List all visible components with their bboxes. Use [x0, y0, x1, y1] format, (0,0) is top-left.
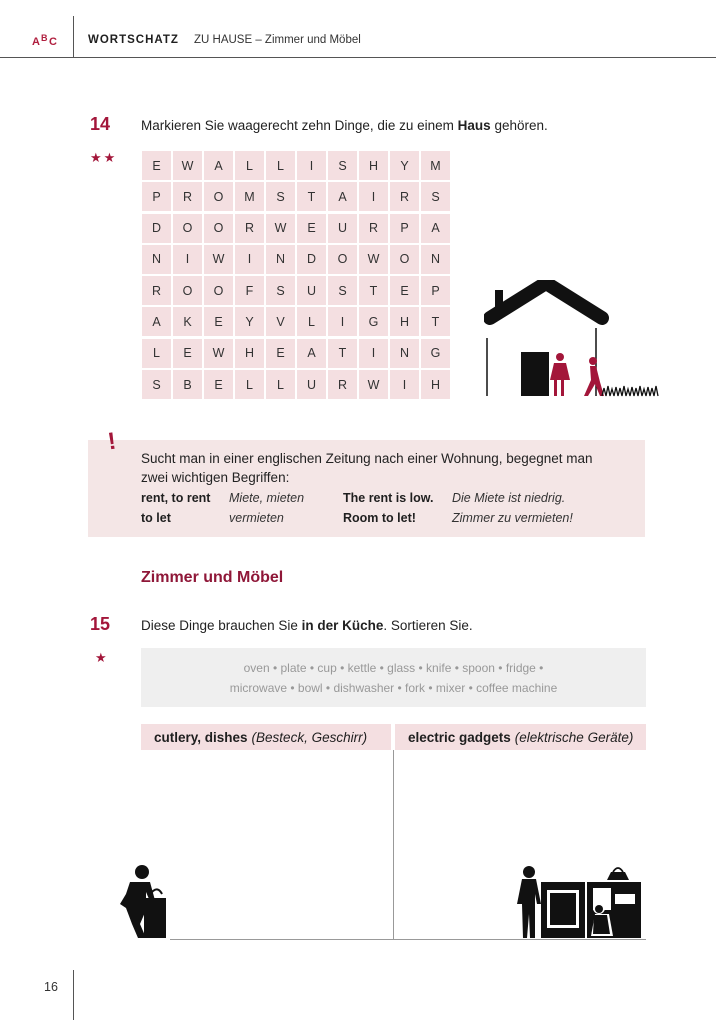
grid-cell[interactable]: O: [204, 214, 233, 243]
grid-cell[interactable]: G: [359, 307, 388, 336]
grid-cell[interactable]: T: [359, 276, 388, 305]
grid-cell[interactable]: I: [390, 370, 419, 399]
header-subtitle: ZU HAUSE – Zimmer und Möbel: [194, 34, 361, 46]
grid-cell[interactable]: D: [142, 214, 171, 243]
note-example: Room to let!: [343, 511, 416, 525]
grid-cell[interactable]: L: [235, 151, 264, 180]
grid-cell[interactable]: A: [142, 307, 171, 336]
grid-cell[interactable]: W: [266, 214, 295, 243]
grid-cell[interactable]: O: [328, 245, 357, 274]
grid-cell[interactable]: R: [142, 276, 171, 305]
grid-cell[interactable]: S: [142, 370, 171, 399]
grid-cell[interactable]: I: [173, 245, 202, 274]
grid-cell[interactable]: H: [359, 151, 388, 180]
grid-cell[interactable]: L: [266, 151, 295, 180]
grid-cell[interactable]: E: [204, 307, 233, 336]
grid-cell[interactable]: P: [421, 276, 450, 305]
grid-cell[interactable]: L: [266, 370, 295, 399]
grid-cell[interactable]: L: [142, 339, 171, 368]
grid-cell[interactable]: P: [390, 214, 419, 243]
header-divider: [73, 16, 74, 57]
page-header: [0, 0, 716, 58]
grid-cell[interactable]: D: [297, 245, 326, 274]
grid-cell[interactable]: S: [328, 151, 357, 180]
grid-cell[interactable]: N: [390, 339, 419, 368]
grid-cell[interactable]: F: [235, 276, 264, 305]
grid-cell[interactable]: U: [297, 276, 326, 305]
svg-text:A: A: [32, 36, 40, 48]
word-bank: [141, 648, 646, 707]
grid-cell[interactable]: I: [235, 245, 264, 274]
section-heading: Zimmer und Möbel: [141, 569, 284, 586]
house-icon: [484, 280, 674, 400]
word-bank-line: oven • plate • cup • kettle • glass • knife • spoon • fridge •: [243, 661, 544, 675]
column-header-electric: electric gadgets (elektrische Geräte): [395, 724, 646, 750]
grid-cell[interactable]: R: [173, 182, 202, 211]
svg-text:C: C: [49, 36, 57, 48]
grid-cell[interactable]: U: [297, 370, 326, 399]
page-number: 16: [44, 980, 58, 994]
person-washing-dishes-icon: [112, 864, 172, 940]
grid-cell[interactable]: A: [297, 339, 326, 368]
grid-cell[interactable]: W: [204, 245, 233, 274]
grid-cell[interactable]: H: [235, 339, 264, 368]
word-bank-line: microwave • bowl • dishwasher • fork • mixer • coffee machine: [229, 681, 558, 695]
grid-cell[interactable]: Y: [390, 151, 419, 180]
grid-cell[interactable]: E: [173, 339, 202, 368]
grid-cell[interactable]: W: [359, 370, 388, 399]
grid-cell[interactable]: I: [359, 339, 388, 368]
grid-cell[interactable]: T: [328, 339, 357, 368]
grid-cell[interactable]: L: [235, 370, 264, 399]
grid-cell[interactable]: E: [297, 214, 326, 243]
exercise-14-difficulty: ★★: [90, 150, 118, 165]
grid-cell[interactable]: S: [421, 182, 450, 211]
note-term: to let: [141, 511, 171, 525]
exercise-15-difficulty: ★: [95, 650, 109, 665]
header-title: WORTSCHATZ: [88, 34, 179, 46]
grid-cell[interactable]: B: [173, 370, 202, 399]
answer-area-cutlery[interactable]: [141, 751, 391, 937]
grid-cell[interactable]: O: [173, 276, 202, 305]
grid-cell[interactable]: T: [297, 182, 326, 211]
grid-cell[interactable]: A: [421, 214, 450, 243]
grid-cell[interactable]: I: [297, 151, 326, 180]
note-translation: Miete, mieten: [229, 491, 305, 505]
exercise-14-number: 14: [90, 114, 111, 134]
grid-cell[interactable]: W: [173, 151, 202, 180]
grid-cell[interactable]: S: [266, 276, 295, 305]
note-intro-text: Sucht man in einer englischen Zeitung nach einer Wohnung, begegnet man zwei wichtigen Begriffen:: [141, 451, 593, 485]
grid-cell[interactable]: A: [328, 182, 357, 211]
grid-cell[interactable]: V: [266, 307, 295, 336]
people-with-appliances-icon: [515, 864, 645, 940]
grid-cell[interactable]: H: [390, 307, 419, 336]
footer-divider: [73, 970, 74, 1020]
grid-cell[interactable]: T: [421, 307, 450, 336]
grid-cell[interactable]: O: [173, 214, 202, 243]
note-translation: vermieten: [229, 511, 284, 525]
note-example-translation: Die Miete ist niedrig.: [452, 491, 566, 505]
grid-cell[interactable]: M: [235, 182, 264, 211]
note-example-translation: Zimmer zu vermieten!: [452, 511, 573, 525]
grid-cell[interactable]: R: [390, 182, 419, 211]
grid-cell[interactable]: U: [328, 214, 357, 243]
exercise-14-instruction: Markieren Sie waagerecht zehn Dinge, die zu einem Haus gehören.: [141, 118, 548, 133]
grid-cell[interactable]: E: [390, 276, 419, 305]
grid-cell[interactable]: S: [266, 182, 295, 211]
column-header-cutlery: cutlery, dishes (Besteck, Geschirr): [141, 724, 391, 750]
grid-cell[interactable]: I: [359, 182, 388, 211]
grid-cell[interactable]: Y: [235, 307, 264, 336]
exercise-15-instruction: Diese Dinge brauchen Sie in der Küche. Sortieren Sie.: [141, 618, 473, 633]
grid-cell[interactable]: E: [266, 339, 295, 368]
abc-logo: [32, 30, 60, 50]
grid-cell[interactable]: M: [421, 151, 450, 180]
grid-cell[interactable]: I: [328, 307, 357, 336]
note-term: rent, to rent: [141, 491, 211, 505]
grid-cell[interactable]: N: [266, 245, 295, 274]
grid-cell[interactable]: N: [142, 245, 171, 274]
exclamation-icon: !: [106, 427, 118, 456]
svg-text:B: B: [41, 33, 48, 43]
grid-cell[interactable]: O: [390, 245, 419, 274]
grid-cell[interactable]: N: [421, 245, 450, 274]
grid-cell[interactable]: R: [328, 370, 357, 399]
exercise-15-number: 15: [90, 614, 111, 634]
column-divider: [393, 750, 394, 940]
grid-cell[interactable]: W: [359, 245, 388, 274]
word-search-grid: [142, 151, 450, 399]
grid-cell[interactable]: O: [204, 182, 233, 211]
grid-cell[interactable]: K: [173, 307, 202, 336]
grid-cell[interactable]: R: [359, 214, 388, 243]
grid-cell[interactable]: E: [204, 370, 233, 399]
grid-cell[interactable]: S: [328, 276, 357, 305]
grid-cell[interactable]: G: [421, 339, 450, 368]
note-example: The rent is low.: [343, 491, 434, 505]
grid-cell[interactable]: E: [142, 151, 171, 180]
grid-cell[interactable]: O: [204, 276, 233, 305]
grid-cell[interactable]: H: [421, 370, 450, 399]
grid-cell[interactable]: R: [235, 214, 264, 243]
grid-cell[interactable]: A: [204, 151, 233, 180]
grid-cell[interactable]: P: [142, 182, 171, 211]
grid-cell[interactable]: L: [297, 307, 326, 336]
grid-cell[interactable]: W: [204, 339, 233, 368]
